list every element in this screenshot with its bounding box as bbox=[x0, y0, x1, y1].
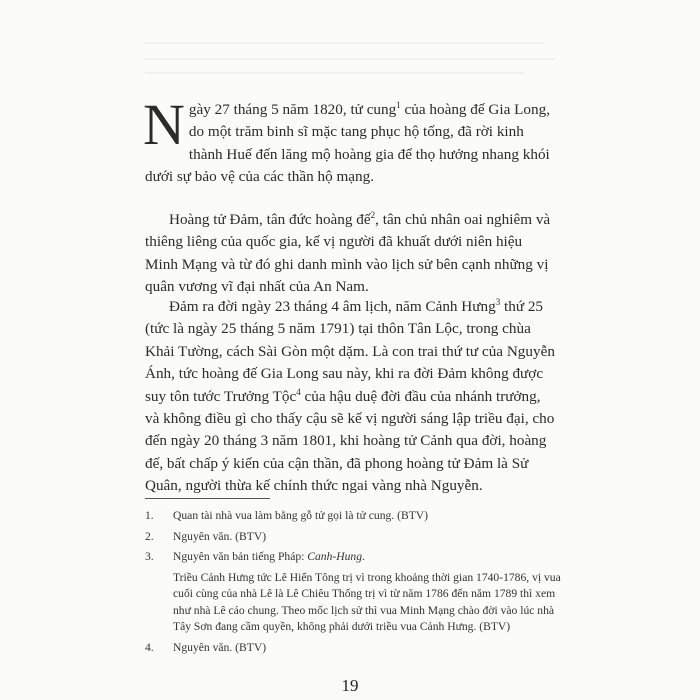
footnote-2 bbox=[145, 529, 565, 546]
footnote-text-italic: Canh-Hung bbox=[307, 550, 363, 563]
footnote-number: 3. bbox=[145, 550, 154, 563]
paragraph-1-text-c: một trăm binh sĩ mặc tang phục hộ tống, đã rời kinh thành Huế đến lăng mộ hoàng gia để thọ hưởng nhang khói dưới sự bảo vệ của các thần hộ mạng. bbox=[145, 123, 550, 186]
footnote-ref-4: 4 bbox=[296, 386, 301, 397]
page-number: 19 bbox=[341, 676, 359, 695]
paragraph-1-text-b: của hoàng đế Gia Long, do bbox=[188, 101, 551, 141]
paragraph-3-text-b: thứ 25 (tức là ngày 25 tháng 5 năm 1791) tại thôn Tân Lộc, trong chùa Khải Tường, cách Sài Gòn một dặm. Là con trai thứ tư của Nguyễn Ánh, tức hoàng đế Gia Long sau này, khi ra đời Đảm không được suy tôn tước Trưởng Tộc bbox=[145, 298, 555, 405]
bleed-through-line bbox=[145, 42, 545, 44]
paragraph-1 bbox=[143, 92, 555, 189]
footnote-4 bbox=[145, 640, 565, 657]
footnote-text-a: Nguyên văn bản tiếng Pháp: bbox=[173, 550, 308, 563]
footnote-number: 1. bbox=[145, 509, 154, 522]
footnote-ref-3: 3 bbox=[495, 297, 501, 307]
paragraph-3 bbox=[145, 296, 555, 498]
footnote-3-continuation: Triều Cảnh Hưng tức Lê Hiển Tông trị vì trong khoảng thời gian 1740-1786, vị vua cuối cùng của nhà Lê là Lê Chiêu Thống trị vì từ năm 1786 đến năm 1789 thì xem như nhà Lê cáo chung. Theo mốc lịch sử thì vua Minh Mạng chào đời vào lúc nhà Tây Sơn đang cầm quyền, không phải dưới triều vua Cảnh Hưng. (BTV) bbox=[173, 570, 561, 633]
footnote-text: Quan tài nhà vua làm bằng gỗ tử gọi là tử cung. (BTV) bbox=[173, 509, 429, 522]
footnote-text: Nguyên văn. (BTV) bbox=[173, 640, 267, 654]
footnote-text: Nguyên văn. (BTV) bbox=[173, 529, 267, 543]
footnote-1 bbox=[145, 508, 565, 525]
footnote-3 bbox=[145, 549, 565, 566]
footnote-ref-2: 2 bbox=[370, 210, 376, 220]
footnote-number: 4. bbox=[145, 640, 154, 654]
bleed-through-line bbox=[145, 72, 525, 74]
paragraph-2-text-b: , tân chủ nhân oai nghiêm và thiêng liêng của quốc gia, kế vị người đã khuất dưới niên hiệu Minh Mạng và từ đó ghi danh mình vào lịch sử bên cạnh những vị quân vương vĩ đại nhất của An Nam. bbox=[145, 211, 551, 296]
footnotes bbox=[145, 508, 565, 660]
footnote-number: 2. bbox=[145, 529, 154, 543]
footnote-ref-1: 1 bbox=[396, 100, 401, 110]
footnote-divider bbox=[145, 498, 270, 499]
paragraph-1-text-a: gày 27 tháng 5 năm 1820, tử cung bbox=[188, 101, 397, 118]
drop-cap: N bbox=[143, 92, 185, 157]
paragraph-2-text-a: Hoàng tử Đảm, tân đức hoàng đế bbox=[169, 211, 371, 228]
paragraph-2 bbox=[145, 209, 555, 299]
footnote-text-b: . bbox=[362, 550, 365, 563]
footnote-text bbox=[173, 549, 565, 566]
paragraph-3-text-a: Đảm ra đời ngày 23 tháng 4 âm lịch, năm Cảnh Hưng bbox=[169, 298, 496, 315]
paragraph-3-text-c: của hậu duệ đời đầu của nhánh trưởng, và không điều gì cho thấy cậu sẽ kế vị người sáng lập triều đại, cho đến ngày 20 tháng 3 năm 1801, khi hoàng tử Cảnh qua đời, hoàng đế, bất chấp ý kiến của cận thần, đã phong hoàng tử Đảm là Sử Quân, người thừa kế chính thức ngai vàng nhà Nguyễn. bbox=[145, 387, 555, 495]
bleed-through-line bbox=[145, 58, 555, 60]
